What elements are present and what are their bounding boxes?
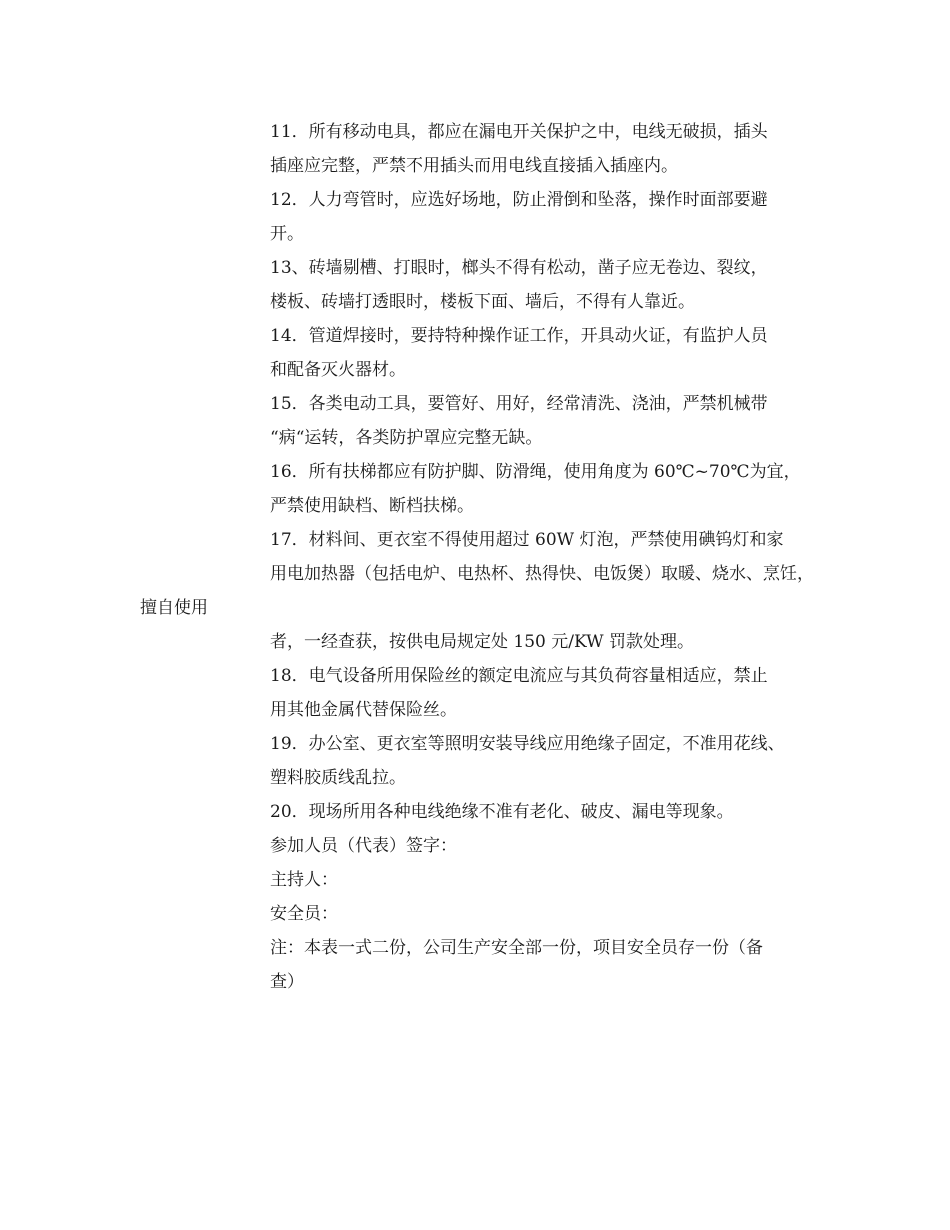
paragraph-line: 和配备灭火器材。 [270,360,406,380]
paragraph-line: 严禁使用缺档、断档扶梯。 [270,496,474,516]
paragraph-line: 塑料胶质线乱拉。 [270,768,406,788]
document-body [140,115,820,999]
paragraph-line: 12．人力弯管时，应选好场地，防止滑倒和坠落，操作时面部要避 [270,190,768,210]
paragraph-line: 主持人： [270,870,338,890]
paragraph-line: “病“运转，各类防护罩应完整无缺。 [270,428,543,448]
paragraph-line: 13、砖墙剔槽、打眼时，榔头不得有松动，凿子应无卷边、裂纹， [270,258,768,278]
paragraph-line: 15．各类电动工具，要管好、用好，经常清洗、浇油，严禁机械带 [270,394,768,414]
paragraph-line: 楼板、砖墙打透眼时，楼板下面、墙后，不得有人靠近。 [270,292,695,312]
paragraph-line: 20．现场所用各种电线绝缘不准有老化、破皮、漏电等现象。 [270,802,734,822]
rule-11-paragraph [140,115,820,183]
paragraph-line: 17．材料间、更衣室不得使用超过 60W 灯泡，严禁使用碘钨灯和家 [270,530,784,550]
participants-signature-label [140,829,820,863]
paragraph-line: 14．管道焊接时，要持特种操作证工作，开具动火证，有监护人员 [270,326,768,346]
paragraph-line: 16．所有扶梯都应有防护脚、防滑绳，使用角度为 60℃~70℃为宜， [270,462,801,482]
paragraph-line: 18．电气设备所用保险丝的额定电流应与其负荷容量相适应，禁止 [270,666,768,686]
paragraph-line: 11．所有移动电具，都应在漏电开关保护之中，电线无破损，插头 [270,122,768,142]
paragraph-line: 查） [270,972,304,992]
rule-19-paragraph [140,727,820,795]
rule-14-paragraph [140,319,820,387]
rule-20-paragraph [140,795,820,829]
paragraph-line: 参加人员（代表）签字： [270,836,457,856]
paragraph-line: 19．办公室、更衣室等照明安装导线应用绝缘子固定，不准用花线、 [270,734,785,754]
rule-17-paragraph [140,523,820,659]
paragraph-line: 安全员： [270,904,338,924]
paragraph-line: 开。 [270,224,304,244]
safety-officer-label [140,897,820,931]
paragraph-line: 插座应完整，严禁不用插头而用电线直接插入插座内。 [270,156,678,176]
rule-16-paragraph [140,455,820,523]
host-label [140,863,820,897]
rule-13-paragraph [140,251,820,319]
paragraph-line: 用电加热器（包括电炉、电热杯、热得快、电饭煲）取暖、烧水、烹饪，擅自使用 [140,564,814,618]
paragraph-line: 者，一经查获，按供电局规定处 150 元/KW 罚款处理。 [270,632,694,652]
rule-18-paragraph [140,659,820,727]
paragraph-line: 用其他金属代替保险丝。 [270,700,457,720]
rule-12-paragraph [140,183,820,251]
note-paragraph [140,931,820,999]
rule-15-paragraph [140,387,820,455]
paragraph-line: 注：本表一式二份，公司生产安全部一份，项目安全员存一份（备 [270,938,763,958]
